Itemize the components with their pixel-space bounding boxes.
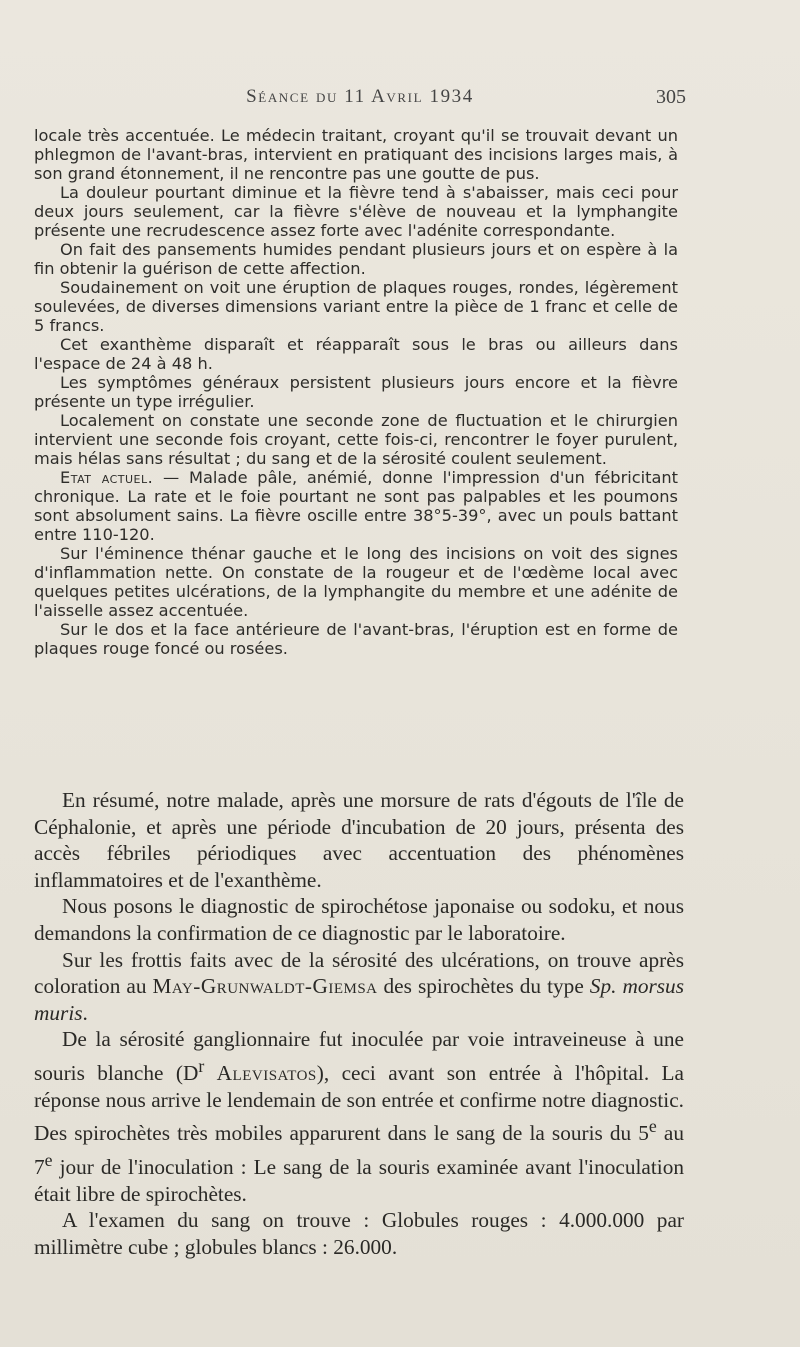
case-description [34, 126, 678, 658]
text-run: jour de l'inoculation : Le sang de la souris examinée avant l'inoculation était libre de spirochètes. [34, 1155, 684, 1206]
etat-actuel-paragraph [34, 468, 678, 544]
text-run: . [82, 1000, 88, 1025]
stain-name: May-Grunwaldt-Giemsa [152, 974, 378, 999]
superscript: r [198, 1055, 205, 1076]
paragraph: Sur l'éminence thénar gauche et le long des incisions on voit des signes d'inflammation nette. On constate de la rougeur et de l'œdème local avec quelques petites ulcérations, de la lymphangite du membre et une adénite de l'aisselle assez accentuée. [34, 544, 678, 620]
page-number: 305 [656, 86, 686, 108]
paragraph: On fait des pansements humides pendant plusieurs jours et on espère à la fin obtenir la guérison de cette affection. [34, 240, 678, 278]
text-run: au 7 [34, 1121, 684, 1179]
paragraph: Nous posons le diagnostic de spirochétose japonaise ou sodoku, et nous demandons la confirmation de ce diagnostic par le laboratoire. [34, 894, 684, 945]
author-name: Alevisatos [216, 1061, 317, 1086]
paragraph: La douleur pourtant diminue et la fièvre tend à s'abaisser, mais ceci pour deux jours seulement, car la fièvre s'élève de nouveau et la lymphangite présente une recrudescence assez forte avec l'adénite correspondante. [34, 183, 678, 240]
paragraph: Soudainement on voit une éruption de plaques rouges, rondes, légèrement soulevées, de diverses dimensions variant entre la pièce de 1 franc et celle de 5 francs. [34, 278, 678, 335]
species-name: Sp. morsus muris [34, 974, 684, 1025]
etat-actuel-text: — Malade pâle, anémié, donne l'impression d'un fébricitant chronique. La rate et le foie pourtant ne sont pas palpables et les poumons sont absolument sains. La fièvre oscille entre 38°5-39°, avec un pouls battant entre 110-120. [34, 468, 678, 544]
paragraph: Cet exanthème disparaît et réapparaît sous le bras ou ailleurs dans l'espace de 24 à 48 h. [34, 335, 678, 373]
text-run: ), ceci avant son entrée à l'hôpital. La réponse nous arrive le lendemain de son entrée et confirme notre diagnostic. Des spirochètes très mobiles apparurent dans le sang de la souris du 5 [34, 1061, 684, 1146]
inoculation-paragraph [34, 1026, 684, 1207]
running-title: Séance du 11 Avril 1934 [246, 86, 474, 107]
page-header [34, 86, 686, 116]
text-run: des spirochètes du type [377, 974, 590, 999]
paragraph: A l'examen du sang on trouve : Globules rouges : 4.000.000 par millimètre cube ; globules blancs : 26.000. [34, 1208, 684, 1259]
paragraph: Les symptômes généraux persistent plusieurs jours encore et la fièvre présente un type irrégulier. [34, 373, 678, 411]
paragraph: En résumé, notre malade, après une morsure de rats d'égouts de l'île de Céphalonie, et après une période d'incubation de 20 jours, présenta des accès fébriles périodiques avec accentuation des phénomènes inflammatoires et de l'exanthème. [34, 788, 684, 892]
text-run: Sur les frottis faits avec de la sérosité des ulcérations, on trouve après coloration au [34, 947, 684, 999]
paragraph: Localement on constate une seconde zone de fluctuation et le chirurgien intervient une seconde fois croyant, cette fois-ci, rencontrer le foyer purulent, mais hélas sans résultat ; du sang et de la sérosité coulent seulement. [34, 411, 678, 468]
superscript: e [44, 1149, 53, 1170]
paragraph: locale très accentuée. Le médecin traitant, croyant qu'il se trouvait devant un phlegmon de l'avant-bras, intervient en pratiquant des incisions larges mais, à son grand étonnement, il ne rencontre pas une goutte de pus. [34, 126, 678, 183]
etat-actuel-label: Etat actuel. [60, 468, 154, 487]
text-run: De la sérosité ganglionnaire fut inoculée par voie intraveineuse à une souris blanche (D [34, 1027, 684, 1086]
summary-section [34, 787, 684, 1260]
frottis-paragraph [34, 947, 684, 1027]
paragraph: Sur le dos et la face antérieure de l'avant-bras, l'éruption est en forme de plaques rouge foncé ou rosées. [34, 620, 678, 658]
superscript: e [648, 1116, 657, 1137]
